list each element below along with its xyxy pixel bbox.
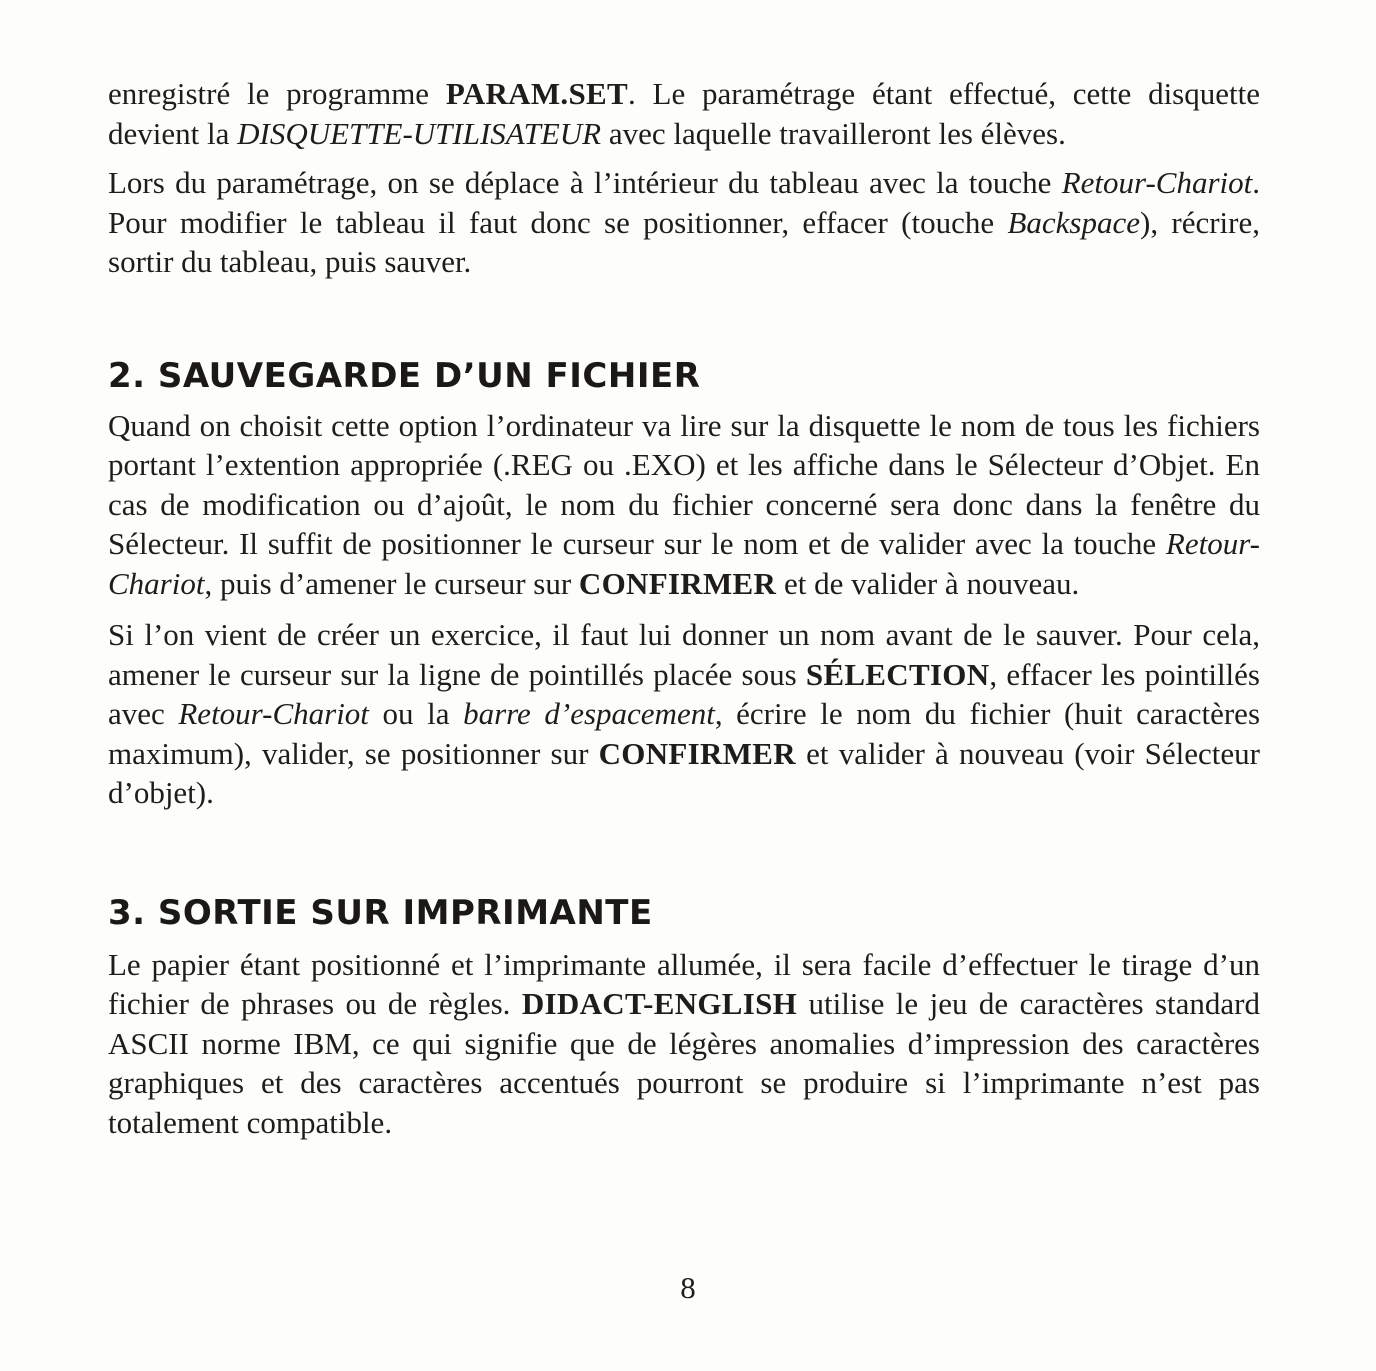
- text-run: , puis d’amener le curseur sur: [204, 565, 579, 601]
- page-number: 8: [680, 1270, 696, 1305]
- text-run: , écrire le nom du fichier (huit caractères maximum), valider, se positionner sur: [108, 696, 1261, 771]
- section-heading-sauvegarde: 2. SAUVEGARDE D’UN FICHIER: [108, 355, 701, 396]
- text-run: enregistré le programme: [108, 76, 446, 111]
- text-run: et valider à nouveau (voir Sélecteur d’objet).: [108, 735, 1260, 810]
- text-run: utilise le jeu de caractères standard ASCII norme IBM, ce qui signifie que de légères anomalies d’impression des caractères graphiques et des caractères accentués pourront se produire si l’imprimante n’est pas totalement compatible.: [108, 986, 1260, 1140]
- program-name: PARAM.SET: [445, 76, 628, 111]
- paragraph-parametrage: [108, 163, 1260, 282]
- paragraph-param-set: [108, 74, 1260, 153]
- key-name: Backspace: [1007, 204, 1140, 240]
- text-run: Si l’on vient de créer un exercice, il faut lui donner un nom avant de le sauver. Pour cela, amener le curseur sur la ligne de pointillés placée sous: [108, 617, 1260, 692]
- text-run: avec laquelle travailleront les élèves.: [601, 115, 1066, 151]
- paragraph-sauvegarde-1: [108, 406, 1260, 604]
- text-run: Lors du paramétrage, on se déplace à l’intérieur du tableau avec la touche: [108, 165, 1062, 200]
- text-run: et de valider à nouveau.: [776, 565, 1080, 601]
- command-name: CONFIRMER: [598, 735, 796, 771]
- text-run: . Pour modifier le tableau il faut donc se positionner, effacer (touche: [108, 165, 1260, 240]
- product-name: DIDACT-ENGLISH: [521, 986, 798, 1021]
- text-run: , effacer les pointillés avec: [108, 656, 1260, 731]
- paragraph-sauvegarde-2: [108, 615, 1260, 813]
- key-name: Retour-Chariot: [108, 526, 1260, 601]
- text-run: Le papier étant positionné et l’imprimante allumée, il sera facile d’effectuer le tirage d’un fichier de phrases ou de règles.: [108, 946, 1260, 1021]
- text-run: Quand on choisit cette option l’ordinateur va lire sur la disquette le nom de tous les fichiers portant l’extention appropriée (.REG ou .EXO) et les affiche dans le Sélecteur d’Objet. En cas de modification ou d’ajoût, le nom du fichier concerné sera donc dans la fenêtre du Sélecteur. Il suffit de positionner le curseur sur le nom et de valider avec la touche: [108, 407, 1260, 561]
- document-page: [108, 74, 1260, 1142]
- paragraph-imprimante: [108, 945, 1260, 1143]
- command-name: CONFIRMER: [578, 565, 777, 601]
- text-run: ), récrire, sortir du tableau, puis sauver.: [108, 204, 1260, 279]
- section-heading-imprimante: 3. SORTIE SUR IMPRIMANTE: [108, 892, 653, 933]
- text-run: . Le paramétrage étant effectué, cette disquette devient la: [108, 76, 1260, 151]
- text-run: ou la: [368, 696, 464, 731]
- command-name: SÉLECTION: [805, 656, 990, 692]
- disk-name: DISQUETTE-UTILISATEUR: [237, 115, 602, 151]
- key-name: Retour-Chariot: [1061, 165, 1253, 200]
- key-name: Retour-Chariot: [178, 696, 369, 731]
- key-name: barre d’espacement: [463, 696, 715, 731]
